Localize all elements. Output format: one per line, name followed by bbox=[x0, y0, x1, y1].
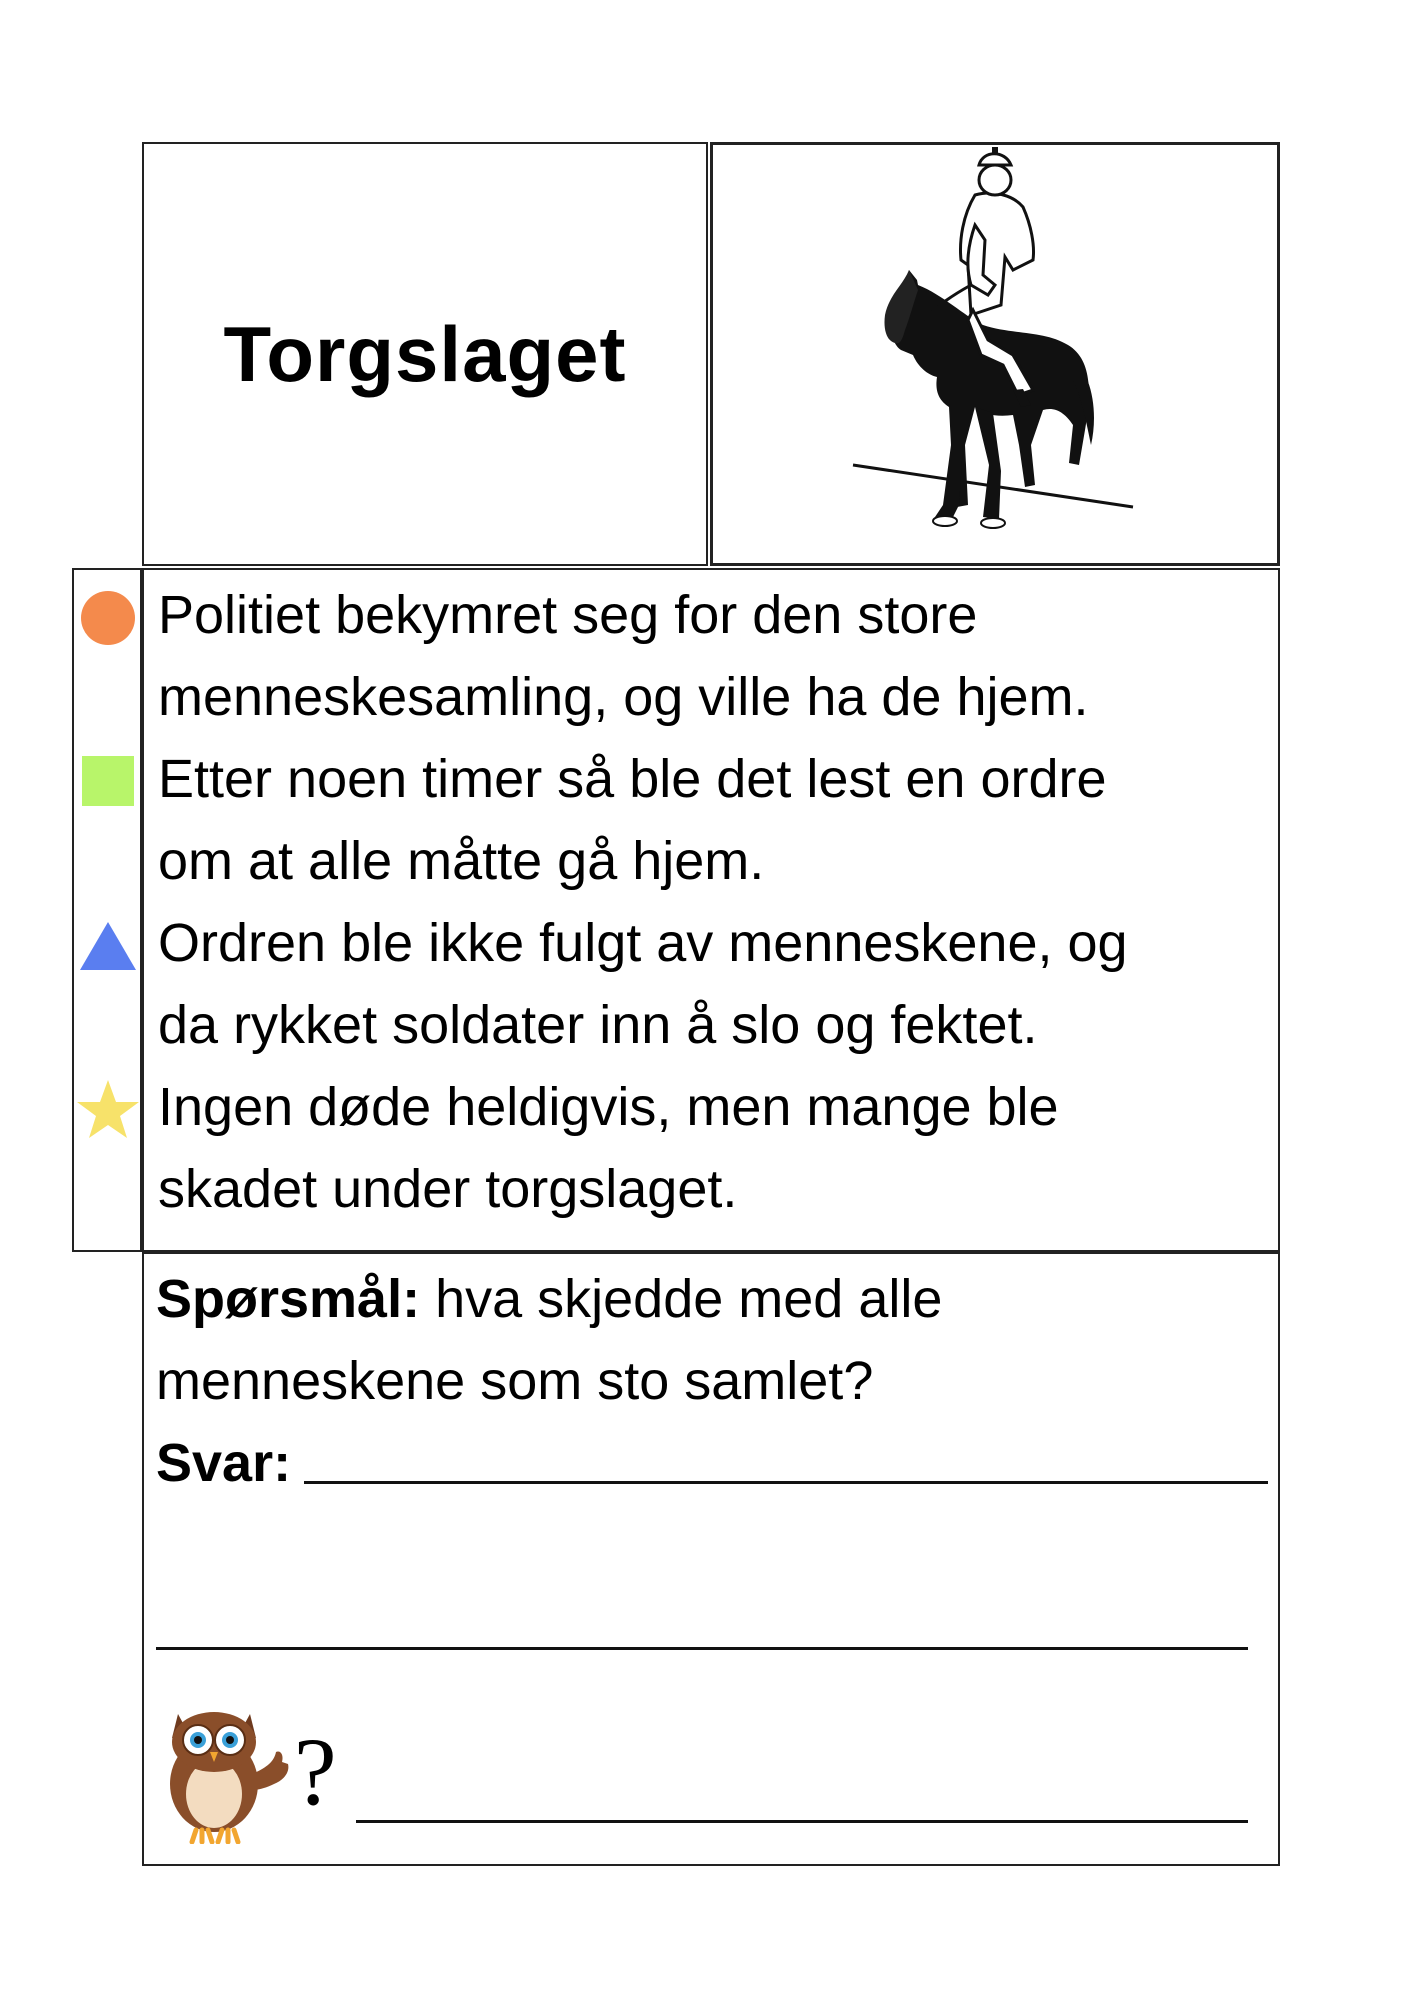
blue-triangle-icon bbox=[78, 920, 138, 972]
marker-column bbox=[72, 568, 142, 1252]
story-text-box bbox=[142, 568, 1280, 1252]
story-line: da rykket soldater inn å slo og fektet. bbox=[158, 995, 1038, 1055]
page-title: Torgslaget bbox=[223, 309, 627, 398]
question-line bbox=[156, 1258, 942, 1340]
story-line: Ingen døde heldigvis, men mange ble bbox=[158, 1077, 1059, 1137]
green-square-icon bbox=[82, 756, 134, 808]
question-label: Spørsmål: bbox=[156, 1269, 421, 1329]
yellow-star-icon bbox=[76, 1078, 140, 1140]
story-line: Ordren ble ikke fulgt av menneskene, og bbox=[158, 913, 1128, 973]
answer-line-1[interactable] bbox=[304, 1481, 1268, 1484]
story-line: Etter noen timer så ble det lest en ordre bbox=[158, 749, 1107, 809]
own-question-line[interactable] bbox=[356, 1820, 1248, 1823]
orange-circle-icon bbox=[80, 590, 136, 646]
mounted-police-horse-icon bbox=[713, 145, 1277, 563]
owl-thumbs-up-icon bbox=[162, 1694, 292, 1844]
question-box bbox=[142, 1252, 1280, 1866]
story-line: Politiet bekymret seg for den store bbox=[158, 585, 978, 645]
story-line: menneskesamling, og ville ha de hjem. bbox=[158, 667, 1089, 727]
own-question-mark: ? bbox=[294, 1718, 337, 1825]
answer-line-2[interactable] bbox=[156, 1647, 1248, 1650]
title-box bbox=[142, 142, 708, 566]
story-line: om at alle måtte gå hjem. bbox=[158, 831, 765, 891]
question-text: hva skjedde med alle bbox=[420, 1269, 943, 1329]
illustration-box bbox=[710, 142, 1280, 566]
story-line: skadet under torgslaget. bbox=[158, 1159, 738, 1219]
question-text-line2: menneskene som sto samlet? bbox=[156, 1351, 874, 1411]
answer-label: Svar: bbox=[156, 1433, 292, 1493]
